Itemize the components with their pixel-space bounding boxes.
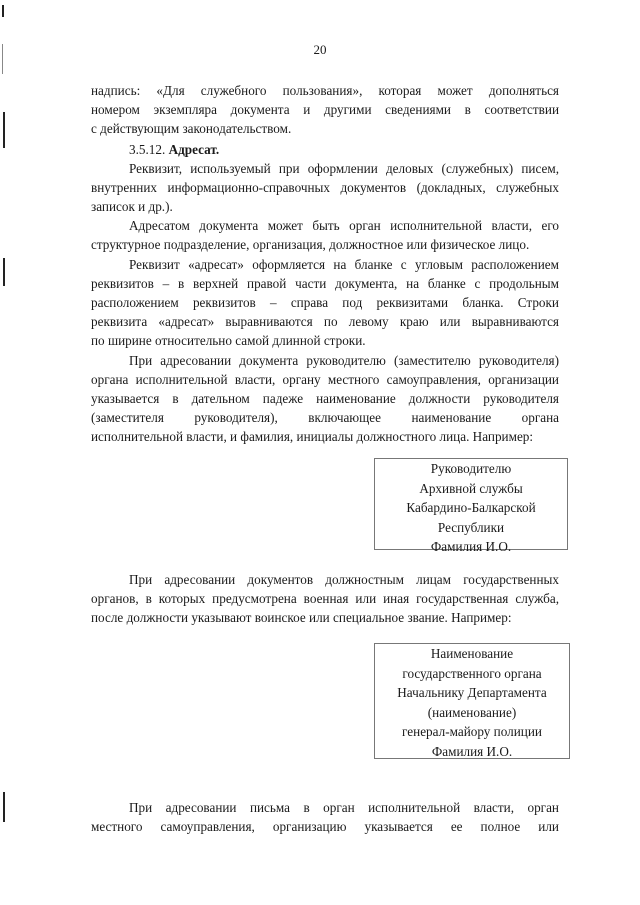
addressee-line: (наименование) (427, 704, 517, 720)
addressee-line: государственного органа (402, 665, 542, 681)
addressee-line: Фамилия И.О. (430, 539, 512, 554)
text-line: расположением реквизитов – справа под реквизитами бланка. Строки (91, 295, 559, 310)
scan-mark (2, 5, 4, 17)
text-line: с действующим законодательством. (91, 121, 292, 136)
section-title: Адресат. (168, 142, 220, 157)
addressee-line: Фамилия И.О. (431, 743, 513, 759)
text-line: после должности указывают воинское или специальное звание. Например: (91, 610, 512, 625)
text-line: надпись: «Для служебного пользования», которая может дополняться (91, 83, 559, 98)
scan-mark (3, 792, 5, 822)
addressee-line: Архивной службы (419, 480, 523, 496)
text-line: указывается в дательном падеже наименование должности руководителя (91, 391, 559, 406)
text-line: по ширине относительно самой длинной строки. (91, 333, 366, 348)
addressee-line: генерал-майору полиции (402, 724, 542, 739)
addressee-example-2 (374, 643, 570, 759)
text-line: органов, в которых предусмотрена военная или иная государственная служба, (91, 591, 559, 606)
text-line: структурное подразделение, организация, должностное или физическое лицо. (91, 237, 530, 252)
section-number: 3.5.12. (129, 142, 166, 157)
section-heading (91, 141, 559, 160)
text-line: реквизитов – в верхней правой части документа, на бланке с продольным (91, 276, 559, 291)
addressee-line: Руководителю (430, 461, 512, 476)
page-number: 20 (313, 42, 327, 57)
addressee-example-1 (374, 458, 568, 554)
text-line: Реквизит, используемый при оформлении деловых (служебных) писем, (129, 161, 559, 176)
text-line: Адресатом документа может быть орган исполнительной власти, его (129, 218, 559, 233)
text-line: При адресовании документа руководителю (заместителю руководителя) (129, 353, 559, 368)
text-line: номером экземпляра документа и другими сведениями в соответствии (91, 102, 559, 117)
addressee-line: Начальнику Департамента (397, 685, 547, 700)
text-line: (заместителя руководителя), включающее наименование органа (91, 410, 559, 425)
text-line: записок и др.). (91, 199, 173, 214)
text-line: Реквизит «адресат» оформляется на бланке с угловым расположением (129, 257, 559, 272)
text-line: При адресовании письма в орган исполнительной власти, орган (129, 800, 559, 815)
text-line: При адресовании документов должностным лицам государственных (129, 572, 559, 587)
scan-mark (3, 112, 5, 148)
scan-mark (3, 258, 5, 286)
addressee-line: Наименование (430, 646, 514, 661)
text-line: исполнительной власти, и фамилия, инициалы должностного лица. Например: (91, 429, 534, 444)
text-line: внутренних информационно-справочных документов (докладных, служебных (91, 180, 559, 195)
text-line: местного самоуправления, организацию указывается ее полное или (91, 819, 559, 834)
addressee-line: Кабардино-Балкарской (406, 500, 536, 515)
text-line: реквизита «адресат» выравниваются по левому краю или выравниваются (91, 314, 559, 329)
text-line: органа исполнительной власти, органу местного самоуправления, организации (91, 372, 559, 387)
addressee-line: Республики (437, 519, 505, 535)
